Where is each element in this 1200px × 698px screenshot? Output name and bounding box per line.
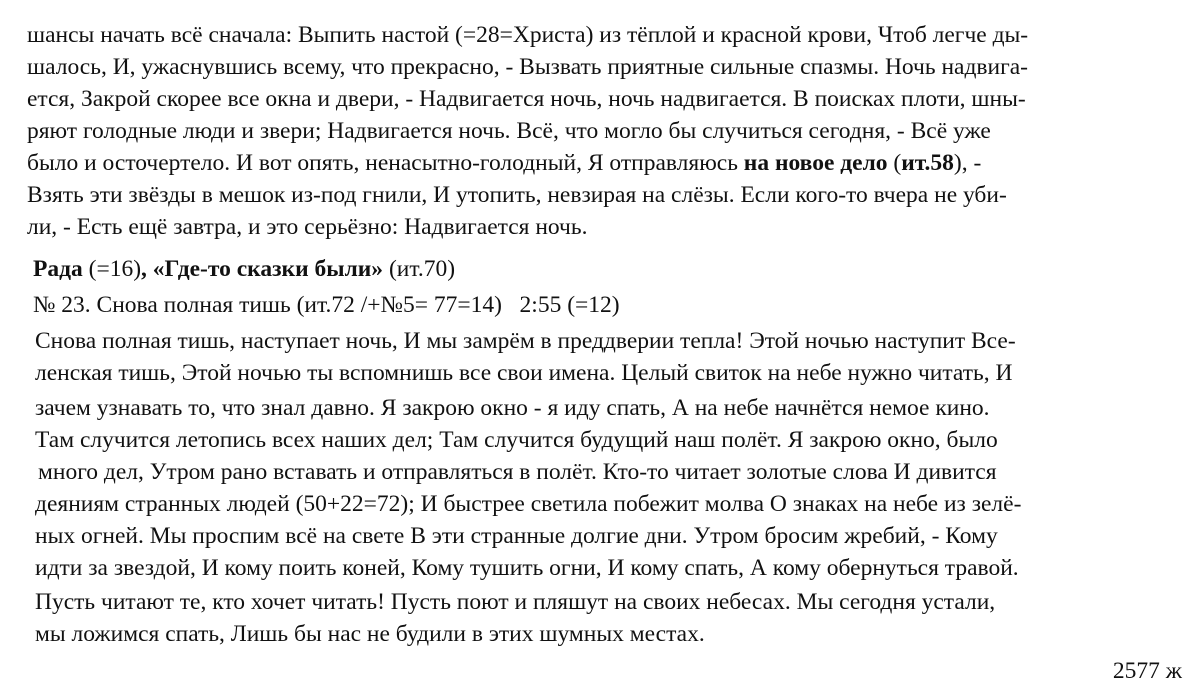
text-line: Пусть читают те, кто хочет читать! Пусть поют и пляшут на своих небесах. Мы сегодня устали,	[35, 589, 996, 615]
text-line: ется, Закрой скорее все окна и двери, - Надвигается ночь, ночь надвигается. В поисках плоти, шны-	[27, 86, 1026, 112]
track-line: № 23. Снова полная тишь (ит.72 /+№5= 77=14) 2:55 (=12)	[33, 292, 620, 318]
page-number: 2577 ж	[1112, 658, 1182, 684]
song-title: , «Где-то сказки были»	[141, 256, 384, 282]
text-line: мы ложимся спать, Лишь бы нас не будили в этих шумных местах.	[35, 621, 705, 647]
text-line: шансы начать всё сначала: Выпить настой (=28=Христа) из тёплой и красной крови, Чтоб легче ды-	[27, 22, 1029, 48]
heading-it: (ит.70)	[383, 256, 456, 282]
text-line: деяниям странных людей (50+22=72); И быстрее светила побежит молва О знаках на небе из зелё-	[35, 491, 1022, 517]
text-line: идти за звездой, И кому поить коней, Кому тушить огни, И кому спать, А кому обернуться травой.	[35, 555, 1019, 581]
text-line: Снова полная тишь, наступает ночь, И мы замрём в преддверии тепла! Этой ночью наступит Все-	[35, 328, 1016, 354]
text-line: Взять эти звёзды в мешок из-под гнили, И утопить, невзирая на слёзы. Если кого-то вчера не уби-	[27, 182, 1007, 208]
heading-eq: (=16)	[82, 256, 142, 282]
text-line: Там случится летопись всех наших дел; Там случится будущий наш полёт. Я закрою окно, было	[35, 427, 998, 453]
text-segment: было и осточертело. И вот опять, ненасытно-голодный, Я отправляюсь	[27, 150, 744, 176]
text-line: зачем узнавать то, что знал давно. Я закрою окно - я иду спать, А на небе начнётся немое кино.	[35, 395, 990, 421]
song-heading	[33, 254, 455, 284]
text-line: ряют голодные люди и звери; Надвигается ночь. Всё, что могло бы случиться сегодня, - Всё уже	[27, 118, 991, 144]
artist-name: Рада	[33, 256, 83, 282]
bold-phrase: на новое дело	[743, 150, 888, 176]
text-line	[27, 148, 981, 178]
text-line: ных огней. Мы проспим всё на свете В эти странные долгие дни. Утром бросим жребий, - Кому	[35, 523, 998, 549]
text-line: ли, - Есть ещё завтра, и это серьёзно: Надвигается ночь.	[27, 214, 588, 240]
bold-phrase: ит.58	[901, 150, 954, 176]
text-line: шалось, И, ужаснувшись всему, что прекрасно, - Вызвать приятные сильные спазмы. Ночь надвига-	[27, 54, 1028, 80]
text-line: ленская тишь, Этой ночью ты вспомнишь все свои имена. Целый свиток на небе нужно читать, И	[35, 360, 1013, 386]
text-line: много дел, Утром рано вставать и отправляться в полёт. Кто-то читает золотые слова И дивится	[38, 459, 997, 485]
text-segment: (	[887, 150, 902, 176]
text-segment: ), -	[953, 150, 982, 176]
